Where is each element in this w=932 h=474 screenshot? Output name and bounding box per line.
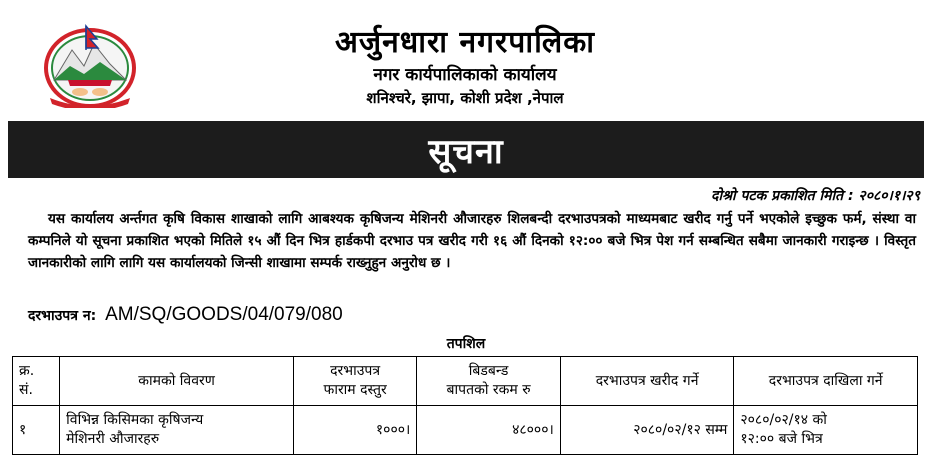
header-form-fee xyxy=(293,357,416,406)
cell-serial-number: १ xyxy=(13,406,60,455)
cell-submission-line2: १२:०० बजे भित्र xyxy=(740,431,823,447)
table-header-row xyxy=(13,357,918,406)
tender-number: AM/SQ/GOODS/04/079/080 xyxy=(105,304,343,325)
office-name: नगर कार्यपालिकाको कार्यालय xyxy=(373,65,557,85)
organization-name: अर्जुनधारा नगरपालिका xyxy=(334,25,596,60)
office-address: शनिश्चरे, झापा, कोशी प्रदेश ,नेपाल xyxy=(366,89,564,107)
header-fee-line2: फाराम दस्तुर xyxy=(323,382,387,398)
header-serial-number xyxy=(13,357,60,406)
cell-form-fee: १०००। xyxy=(293,406,416,455)
notice-body: यस कार्यालय अर्न्तगत कृषि विकास शाखाको लागि आबश्यक कृषिजन्य मेशिनरी औजारहरु शिलबन्दी दरभाउपत्रको माध्यमबाट खरीद गर्नु पर्ने भएकोले इच्छुक फर्म, संस्था वा कम्पनिले यो सूचना प्रकाशित भएको मितिले १५ औं दिन भित्र हार्डकपी दरभाउ पत्र खरीद गरी १६ औं दिनको १२:०० बजे भित्र पेश गर्न सम्बन्धित सबैमा जानकारी गराइन्छ । विस्तृत जानकारीको लागि लागि यस कार्यालयको जिन्सी शाखामा सम्पर्क राख्नुहुन अनुरोध छ । xyxy=(28,211,916,271)
header-description: कामको विवरण xyxy=(60,357,294,406)
header-submission-date: दरभाउपत्र दाखिला गर्ने xyxy=(734,357,918,406)
header-sn-line2: सं. xyxy=(19,382,33,398)
cell-description xyxy=(60,406,294,455)
header-fee-line1: दरभाउपत्र xyxy=(330,363,381,379)
cell-submission-date xyxy=(734,406,918,455)
nepal-government-emblem-icon xyxy=(40,22,140,108)
schedule-table xyxy=(12,356,918,455)
cell-submission-line1: २०८०/०२/१४ को xyxy=(740,412,827,428)
schedule-title: तपशिल xyxy=(446,336,486,352)
cell-bid-bond: ४८०००। xyxy=(417,406,560,455)
header-bid-bond xyxy=(417,357,560,406)
tender-number-line xyxy=(28,304,343,326)
header-bid-line2: बापतको रकम रु xyxy=(446,382,531,398)
notice-title: सूचना xyxy=(428,131,504,172)
cell-purchase-date: २०८०/०२/१२ सम्म xyxy=(560,406,734,455)
table-row xyxy=(13,406,918,455)
header-bid-line1: बिडबन्ड xyxy=(468,363,509,379)
publication-date: दोश्रो पटक प्रकाशित मिति : २०८०।१।२९ xyxy=(711,188,920,204)
cell-description-line1: विभिन्न किसिमका कृषिजन्य xyxy=(66,412,204,428)
tender-number-label: दरभाउपत्र न: xyxy=(28,308,97,324)
notice-banner xyxy=(8,121,924,178)
header-sn-line1: क्र. xyxy=(19,363,35,379)
header-purchase-date: दरभाउपत्र खरीद गर्ने xyxy=(560,357,734,406)
cell-description-line2: मेशिनरी औजारहरु xyxy=(66,431,160,447)
